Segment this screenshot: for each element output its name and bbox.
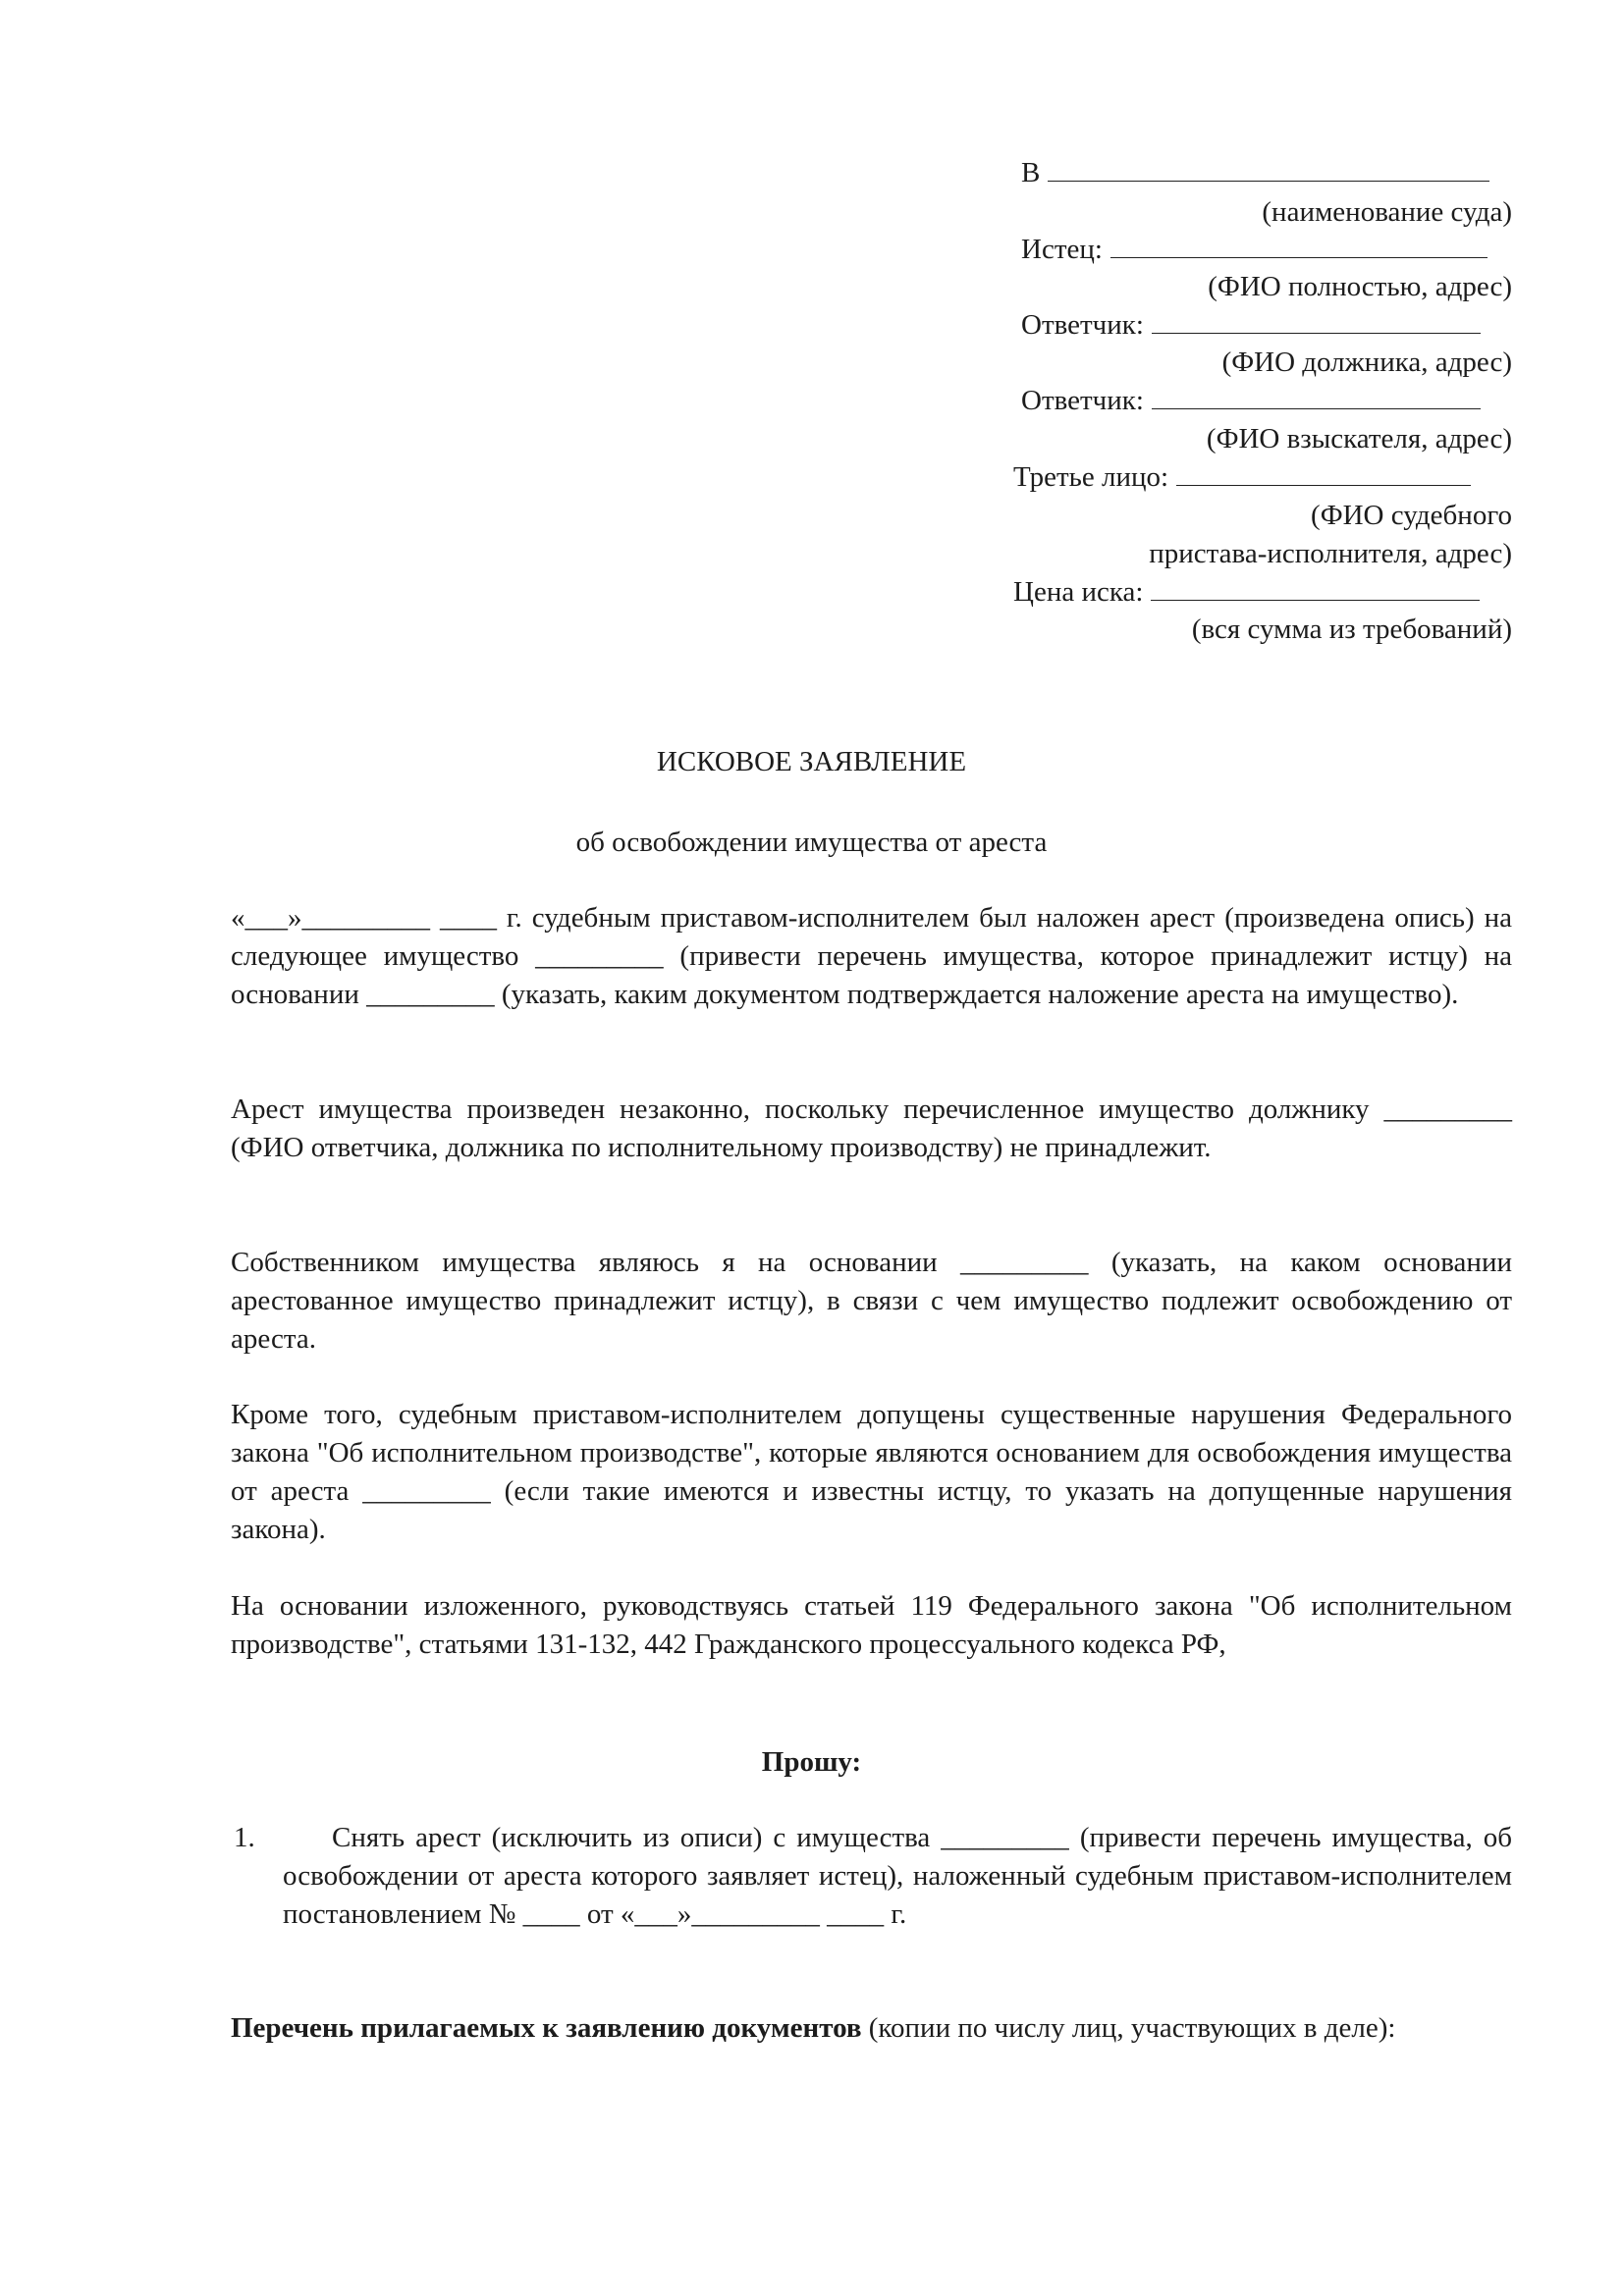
defendant2-label: Ответчик: bbox=[1021, 385, 1144, 416]
third-party-blank bbox=[1176, 461, 1471, 486]
third-party-note-1: (ФИО судебного bbox=[1311, 500, 1512, 531]
defendant1-label: Ответчик: bbox=[1021, 309, 1144, 341]
plaintiff-note: (ФИО полностью, адрес) bbox=[1208, 271, 1512, 302]
defendant1-blank bbox=[1152, 309, 1481, 334]
paragraph-4-text: Кроме того, судебным приставом-исполнителем допущены существенные нарушения Федерального закона "Об исполнительном производстве", которые являются основанием для освобождения имущества от ареста _________ (если такие имеются и известны истцу, то указать на допущенные нарушения закона). bbox=[231, 1399, 1512, 1545]
plaintiff-blank bbox=[1110, 234, 1488, 258]
request-title: Прошу: bbox=[761, 1746, 862, 1778]
plaintiff-label: Истец: bbox=[1021, 234, 1103, 265]
defendant2-blank bbox=[1152, 385, 1481, 409]
plaintiff-line bbox=[1021, 232, 1512, 267]
attachments-text bbox=[231, 2009, 1512, 2048]
defendant2-note: (ФИО взыскателя, адрес) bbox=[1206, 423, 1512, 454]
court-blank bbox=[1048, 157, 1489, 182]
paragraph-5-text: На основании изложенного, руководствуясь статьей 119 Федерального закона "Об исполнительном производстве", статьями 131-132, 442 Гражданского процессуального кодекса РФ, bbox=[231, 1590, 1512, 1660]
attachments-note: (копии по числу лиц, участвующих в деле): bbox=[868, 2012, 1396, 2044]
paragraph-4 bbox=[231, 1396, 1512, 1549]
claim-price-label: Цена иска: bbox=[1013, 576, 1144, 608]
claim-price-note: (вся сумма из требований) bbox=[1191, 614, 1512, 645]
attachments-paragraph bbox=[231, 2009, 1512, 2048]
defendant2-line bbox=[1021, 383, 1512, 418]
court-label: В bbox=[1021, 157, 1041, 188]
paragraph-5 bbox=[231, 1587, 1512, 1664]
court-note: (наименование суда) bbox=[1262, 196, 1512, 228]
third-party-note-2: пристава-исполнителя, адрес) bbox=[1149, 538, 1512, 569]
paragraph-3 bbox=[231, 1244, 1512, 1359]
request-item-text: Снять арест (исключить из описи) с имущества _________ (привести перечень имущества, об освобождении от ареста которого заявляет истец), наложенный судебным приставом-исполнителем постановлением № ____ от «___»_________ ____ г. bbox=[283, 1822, 1512, 1930]
paragraph-2 bbox=[231, 1091, 1512, 1167]
third-party-label: Третье лицо: bbox=[1013, 461, 1169, 493]
paragraph-3-text: Собственником имущества являюсь я на основании _________ (указать, на каком основании арестованное имущество принадлежит истцу), в связи с чем имущество подлежит освобождению от ареста. bbox=[231, 1247, 1512, 1355]
paragraph-2-text: Арест имущества произведен незаконно, поскольку перечисленное имущество должнику _________ (ФИО ответчика, должника по исполнительному производству) не принадлежит. bbox=[231, 1094, 1512, 1163]
document-title: ИСКОВОЕ ЗАЯВЛЕНИЕ bbox=[656, 746, 967, 777]
defendant1-note: (ФИО должника, адрес) bbox=[1221, 347, 1512, 378]
paragraph-1 bbox=[231, 899, 1512, 1014]
request-item-number: 1. bbox=[234, 1822, 255, 1853]
claim-price-blank bbox=[1151, 576, 1480, 601]
document-subtitle: об освобождении имущества от ареста bbox=[575, 827, 1048, 858]
claim-price-line bbox=[1013, 574, 1512, 610]
defendant1-line bbox=[1021, 307, 1512, 343]
attachments-title: Перечень прилагаемых к заявлению документов bbox=[231, 2012, 862, 2044]
third-party-line bbox=[1013, 459, 1512, 495]
paragraph-1-text: «___»_________ ____ г. судебным приставом-исполнителем был наложен арест (произведена опись) на следующее имущество _________ (привести перечень имущества, которое принадлежит истцу) на основании _________ (указать, каким документом подтверждается наложение ареста на имущество). bbox=[231, 902, 1512, 1010]
court-line bbox=[1021, 155, 1512, 190]
